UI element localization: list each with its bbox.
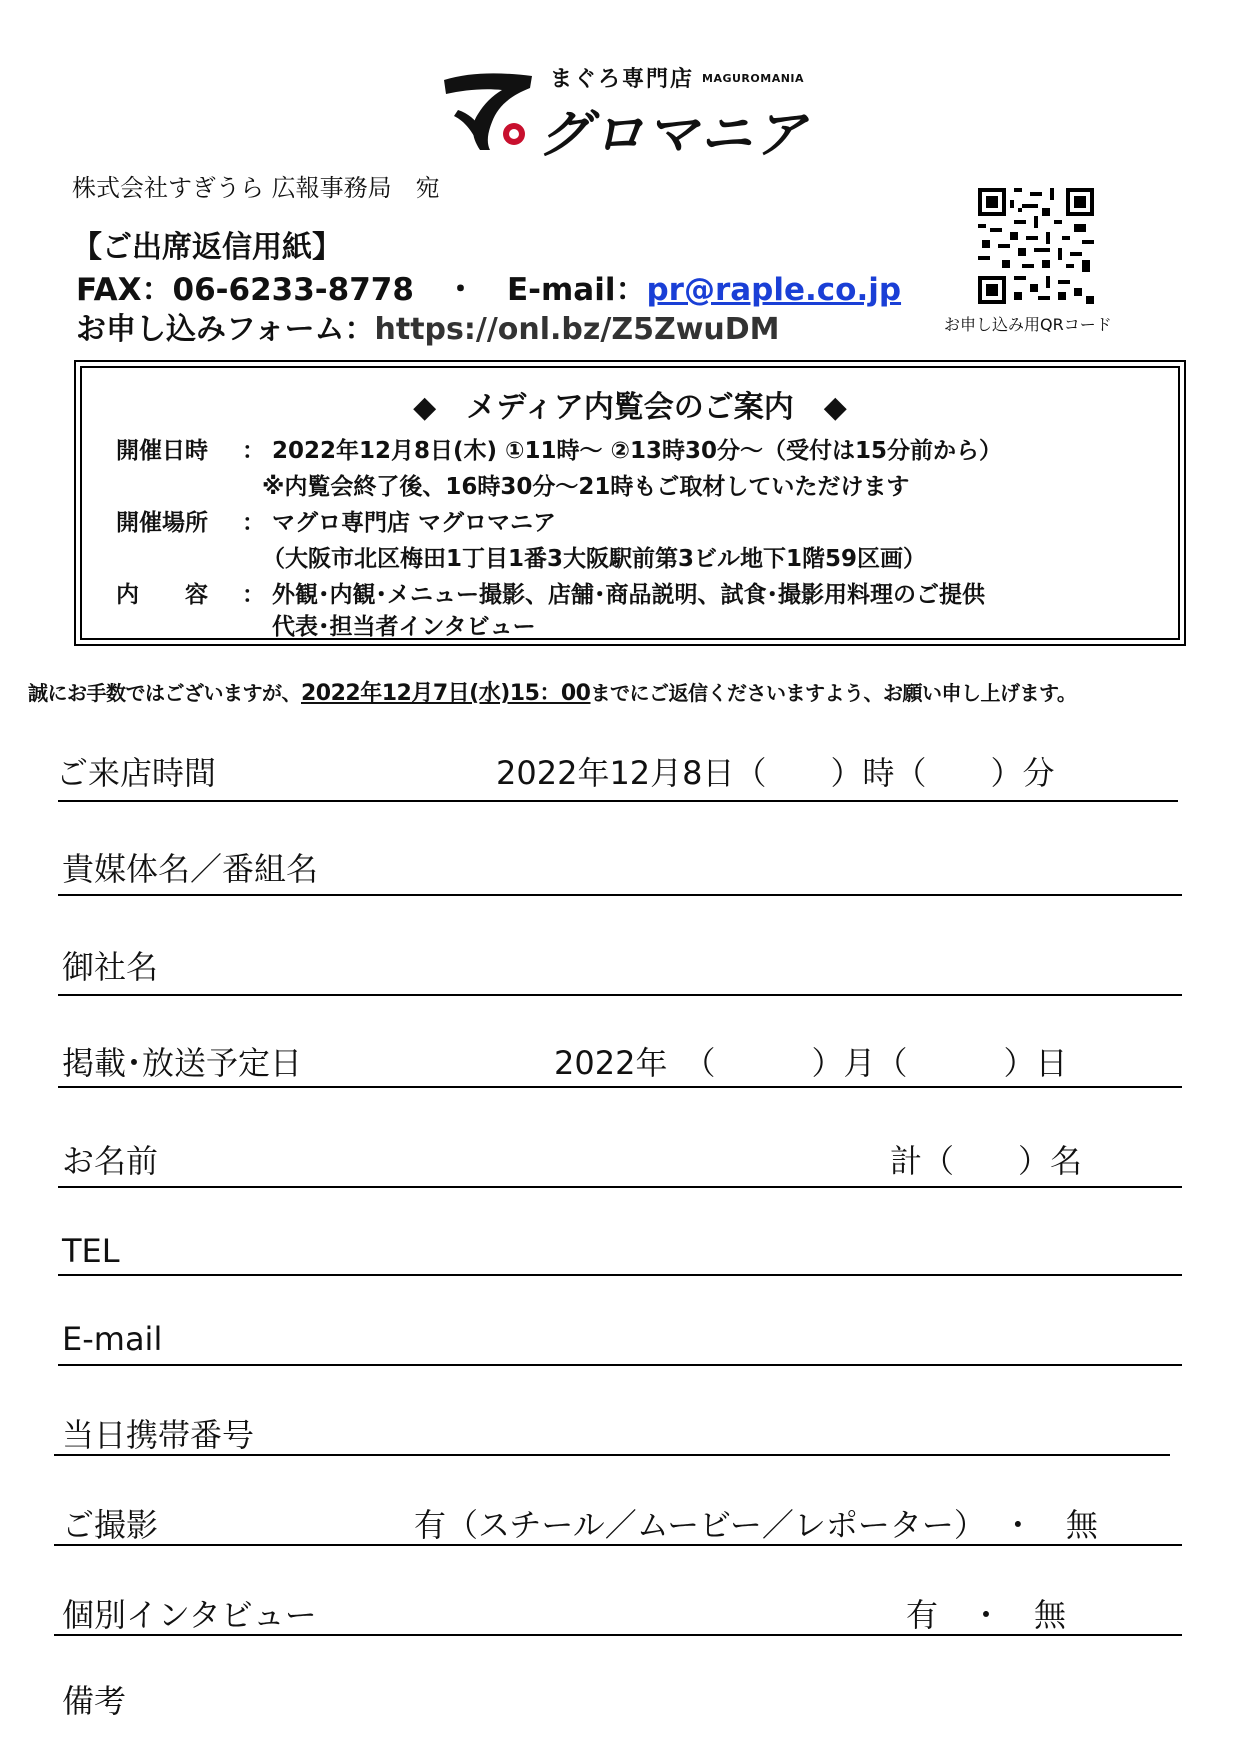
divider [58, 1274, 1182, 1276]
info-colon: ： [242, 438, 265, 464]
info-value: ※内覧会終了後、16時30分～21時もご取材していただけます [262, 474, 910, 500]
logo-roman-text: MAGUROMANIA [702, 72, 805, 85]
divider [58, 894, 1182, 896]
reply-deadline [28, 676, 1076, 707]
info-value: 2022年12月8日(木) ①11時～ ②13時30分～（受付は15分前から） [272, 438, 1003, 464]
application-form-line [76, 304, 780, 348]
info-value: 代表･担当者インタビュー [272, 614, 536, 640]
divider [58, 1086, 1182, 1088]
info-label: 開催日時 [116, 438, 208, 464]
deadline-prefix: 誠にお手数ではございますが、 [28, 681, 301, 705]
info-value: （大阪市北区梅田1丁目1番3大阪駅前第3ビル地下1階59区画） [262, 546, 927, 572]
publish-date-field[interactable]: 2022年 （ ）月（ ）日 [554, 1044, 1068, 1082]
divider [58, 994, 1182, 996]
form-label: お申し込みフォーム： [76, 312, 375, 347]
attendee-count-field[interactable]: 計（ ）名 [890, 1142, 1083, 1180]
tel-label: TEL [62, 1232, 120, 1270]
logo-small-text: まぐろ専門店 [550, 67, 695, 92]
email-label: E-mail [62, 1320, 163, 1358]
deadline-suffix: までにご返信くださいますよう、お願い申し上げます。 [590, 681, 1077, 705]
event-info-inner [80, 366, 1180, 640]
fax-label: FAX：06-6233-8778 ・ E-mail： [76, 272, 647, 308]
deadline-date: 2022年12月7日(水)15：00 [301, 681, 591, 706]
logo-ma-brush-mark [440, 66, 536, 152]
divider [54, 1454, 1170, 1456]
event-info-box [74, 360, 1186, 646]
visit-time-field[interactable]: 2022年12月8日（ ）時（ ）分 [496, 754, 1055, 792]
qr-code-icon [978, 188, 1094, 304]
info-value: 外観･内観･メニュー撮影、店舗･商品説明、試食･撮影用料理のご提供 [272, 582, 985, 608]
media-name-label: 貴媒体名／番組名 [62, 850, 319, 888]
info-colon: ： [242, 582, 265, 608]
divider [58, 800, 1178, 802]
logo [440, 58, 820, 165]
fax-email-line [76, 264, 901, 309]
name-label: お名前 [62, 1142, 159, 1180]
photography-label: ご撮影 [62, 1506, 159, 1544]
interview-options[interactable]: 有 ・ 無 [906, 1596, 1067, 1634]
visit-time-label: ご来店時間 [56, 754, 217, 792]
info-label: 内 容 [116, 582, 208, 608]
info-label: 開催場所 [116, 510, 208, 536]
divider [54, 1544, 1182, 1546]
info-colon: ： [242, 510, 265, 536]
publish-date-label: 掲載･放送予定日 [62, 1044, 303, 1082]
form-url[interactable]: https://onl.bz/Z5ZwuDM [374, 312, 780, 347]
notes-label: 備考 [62, 1682, 127, 1720]
divider [58, 1364, 1182, 1366]
logo-big-text: グロマニア [538, 105, 809, 165]
info-value: マグロ専門店 マグロマニア [272, 510, 557, 536]
photography-options[interactable]: 有（スチール／ムービー／レポーター） ・ 無 [414, 1506, 1098, 1544]
company-name-label: 御社名 [62, 948, 159, 986]
interview-label: 個別インタビュー [62, 1596, 317, 1634]
email-link[interactable]: pr@raple.co.jp [646, 272, 902, 308]
divider [54, 1634, 1182, 1636]
mobile-number-label: 当日携帯番号 [62, 1416, 255, 1454]
addressee: 株式会社すぎうら 広報事務局 宛 [72, 174, 440, 202]
event-info-title: ◆ メディア内覧会のご案内 ◆ [413, 390, 847, 425]
divider [58, 1186, 1182, 1188]
qr-caption: お申し込み用QRコード [944, 315, 1112, 334]
reply-title: 【ご出席返信用紙】 [72, 230, 342, 265]
